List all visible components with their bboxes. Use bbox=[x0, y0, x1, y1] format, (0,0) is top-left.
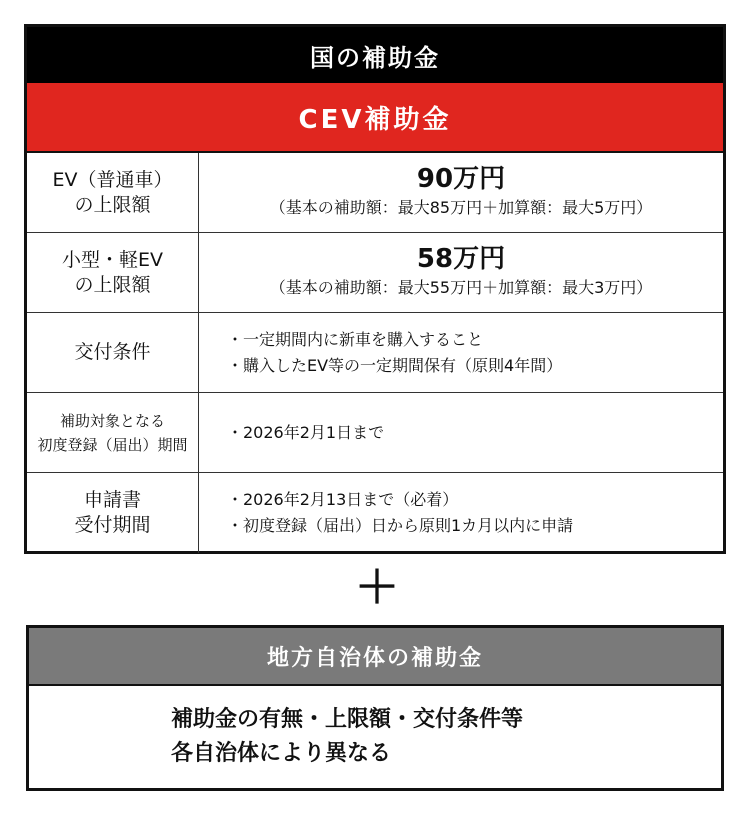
row-label bbox=[27, 153, 199, 232]
table-row bbox=[27, 153, 723, 233]
local-subsidy-box bbox=[26, 625, 724, 791]
table-row bbox=[27, 313, 723, 393]
amount-detail: （基本の補助額：最大85万円＋加算額：最大5万円） bbox=[269, 198, 653, 218]
body-line: 各自治体により異なる bbox=[171, 741, 392, 766]
list-item: ・一定期間内に新車を購入すること bbox=[227, 329, 484, 349]
amount: 58万円 bbox=[416, 244, 506, 275]
row-value bbox=[199, 393, 723, 472]
label-line: 受付期間 bbox=[74, 514, 151, 536]
cev-subsidy-title: CEV補助金 bbox=[27, 83, 723, 153]
label-line: EV（普通車） bbox=[52, 168, 173, 191]
national-subsidy-title: 国の補助金 bbox=[27, 27, 723, 83]
list-item: ・購入したEV等の一定期間保有（原則4年間） bbox=[227, 355, 563, 375]
label-line: 初度登録（届出）期間 bbox=[37, 435, 188, 454]
national-subsidy-table bbox=[24, 24, 726, 554]
row-value bbox=[199, 233, 723, 312]
body-line: 補助金の有無・上限額・交付条件等 bbox=[171, 706, 524, 732]
table-row bbox=[27, 473, 723, 553]
label-line: 交付条件 bbox=[74, 341, 151, 364]
label-line: の上限額 bbox=[74, 193, 151, 216]
list-item: ・初度登録（届出）日から原則1カ月以内に申請 bbox=[227, 516, 574, 535]
local-subsidy-title: 地方自治体の補助金 bbox=[29, 628, 721, 686]
row-value bbox=[199, 313, 723, 392]
row-label bbox=[27, 313, 199, 392]
list-item: ・2026年2月1日まで bbox=[227, 422, 385, 442]
label-line: 小型・軽EV bbox=[61, 248, 163, 271]
table-row bbox=[27, 393, 723, 473]
table-row bbox=[27, 233, 723, 313]
label-line: 申請書 bbox=[83, 489, 141, 512]
label-line: 補助対象となる bbox=[59, 411, 165, 430]
amount-detail: （基本の補助額：最大55万円＋加算額：最大3万円） bbox=[269, 278, 653, 298]
plus-icon: ＋ bbox=[355, 562, 399, 613]
row-value bbox=[199, 153, 723, 232]
label-line: の上限額 bbox=[74, 273, 151, 296]
row-label bbox=[27, 473, 199, 553]
row-value bbox=[199, 473, 723, 553]
amount: 90万円 bbox=[416, 164, 506, 195]
list-item: ・2026年2月13日まで（必着） bbox=[227, 490, 459, 510]
local-subsidy-body bbox=[29, 686, 721, 788]
row-label bbox=[27, 393, 199, 472]
row-label bbox=[27, 233, 199, 312]
